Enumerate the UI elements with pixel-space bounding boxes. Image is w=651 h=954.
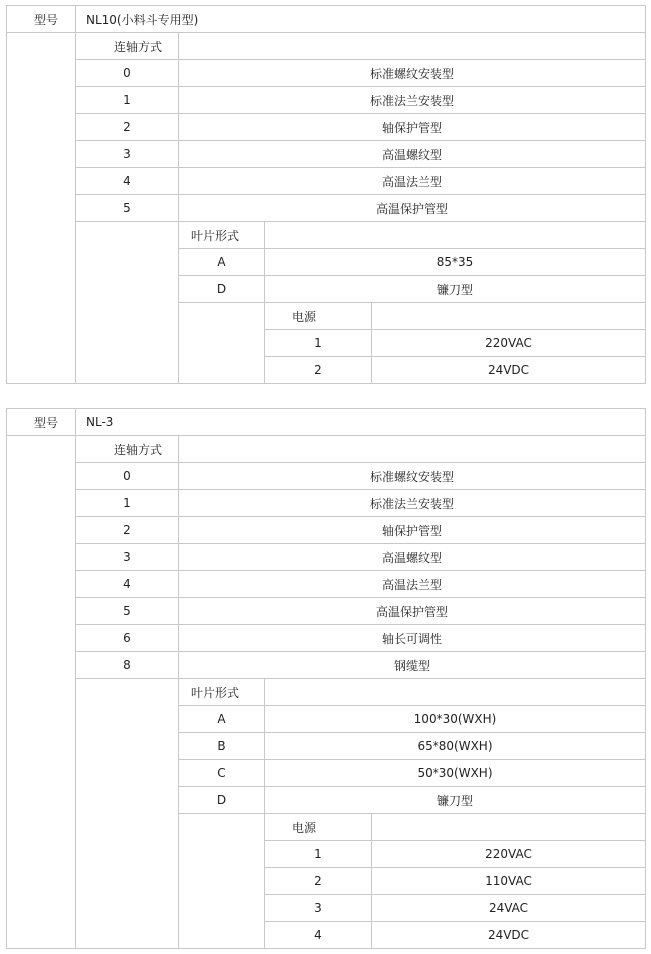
table-row: [7, 168, 646, 195]
power-code: 2: [265, 357, 372, 384]
blade-code: C: [179, 760, 265, 787]
shaft-desc: 轴保护管型: [179, 517, 646, 544]
shaft-code: 2: [76, 114, 179, 141]
blade-code: A: [179, 249, 265, 276]
blade-header: 叶片形式: [179, 679, 265, 706]
model-label: 型号: [7, 409, 76, 436]
power-desc: 110VAC: [372, 868, 646, 895]
blade-desc: 85*35: [265, 249, 646, 276]
model-row: [7, 6, 646, 33]
model-value: NL10(小料斗专用型): [76, 6, 646, 33]
spacer-cell: [7, 33, 76, 384]
shaft-code: 0: [76, 463, 179, 490]
shaft-code: 5: [76, 598, 179, 625]
shaft-code: 1: [76, 490, 179, 517]
table-row: [7, 544, 646, 571]
power-code: 3: [265, 895, 372, 922]
shaft-desc: 高温法兰型: [179, 168, 646, 195]
blade-header-row: [7, 679, 646, 706]
spacer-cell: [76, 222, 179, 384]
shaft-desc: 标准法兰安装型: [179, 87, 646, 114]
power-code: 2: [265, 868, 372, 895]
empty-cell: [179, 436, 646, 463]
shaft-desc: 标准螺纹安装型: [179, 463, 646, 490]
power-code: 1: [265, 841, 372, 868]
table-row: [7, 652, 646, 679]
power-code: 1: [265, 330, 372, 357]
shaft-desc: 高温螺纹型: [179, 544, 646, 571]
shaft-desc: 轴长可调性: [179, 625, 646, 652]
power-header: 电源: [265, 303, 372, 330]
shaft-header: 连轴方式: [76, 33, 179, 60]
empty-cell: [265, 679, 646, 706]
shaft-header-row: [7, 33, 646, 60]
spec-table-nl10: [6, 5, 646, 384]
power-desc: 24VDC: [372, 357, 646, 384]
shaft-code: 6: [76, 625, 179, 652]
power-desc: 24VAC: [372, 895, 646, 922]
power-desc: 220VAC: [372, 841, 646, 868]
blade-desc: 65*80(WXH): [265, 733, 646, 760]
table-row: [7, 490, 646, 517]
blade-header-row: [7, 222, 646, 249]
model-row: [7, 409, 646, 436]
shaft-header: 连轴方式: [76, 436, 179, 463]
power-code: 4: [265, 922, 372, 949]
shaft-desc: 轴保护管型: [179, 114, 646, 141]
model-label: 型号: [7, 6, 76, 33]
shaft-code: 3: [76, 141, 179, 168]
power-desc: 220VAC: [372, 330, 646, 357]
empty-cell: [372, 814, 646, 841]
shaft-code: 4: [76, 571, 179, 598]
shaft-code: 2: [76, 517, 179, 544]
table-row: [7, 463, 646, 490]
blade-code: D: [179, 787, 265, 814]
table-row: [7, 571, 646, 598]
shaft-code: 0: [76, 60, 179, 87]
shaft-desc: 高温保护管型: [179, 598, 646, 625]
shaft-desc: 标准法兰安装型: [179, 490, 646, 517]
shaft-desc: 高温法兰型: [179, 571, 646, 598]
shaft-code: 1: [76, 87, 179, 114]
table-row: [7, 598, 646, 625]
spacer-cell: [179, 814, 265, 949]
table-row: [7, 141, 646, 168]
model-value: NL-3: [76, 409, 646, 436]
shaft-code: 3: [76, 544, 179, 571]
shaft-desc: 钢缆型: [179, 652, 646, 679]
blade-code: D: [179, 276, 265, 303]
spec-table-nl3: [6, 408, 646, 949]
shaft-header-row: [7, 436, 646, 463]
blade-desc: 镰刀型: [265, 787, 646, 814]
power-desc: 24VDC: [372, 922, 646, 949]
blade-code: A: [179, 706, 265, 733]
shaft-desc: 高温螺纹型: [179, 141, 646, 168]
blade-desc: 100*30(WXH): [265, 706, 646, 733]
shaft-code: 5: [76, 195, 179, 222]
table-row: [7, 60, 646, 87]
shaft-code: 4: [76, 168, 179, 195]
table-row: [7, 195, 646, 222]
blade-code: B: [179, 733, 265, 760]
table-row: [7, 114, 646, 141]
empty-cell: [265, 222, 646, 249]
blade-desc: 50*30(WXH): [265, 760, 646, 787]
table-row: [7, 87, 646, 114]
blade-header: 叶片形式: [179, 222, 265, 249]
table-row: [7, 625, 646, 652]
shaft-code: 8: [76, 652, 179, 679]
table-row: [7, 517, 646, 544]
shaft-desc: 标准螺纹安装型: [179, 60, 646, 87]
blade-desc: 镰刀型: [265, 276, 646, 303]
spacer-cell: [76, 679, 179, 949]
spacer-cell: [7, 436, 76, 949]
power-header: 电源: [265, 814, 372, 841]
empty-cell: [372, 303, 646, 330]
spacer-cell: [179, 303, 265, 384]
shaft-desc: 高温保护管型: [179, 195, 646, 222]
empty-cell: [179, 33, 646, 60]
